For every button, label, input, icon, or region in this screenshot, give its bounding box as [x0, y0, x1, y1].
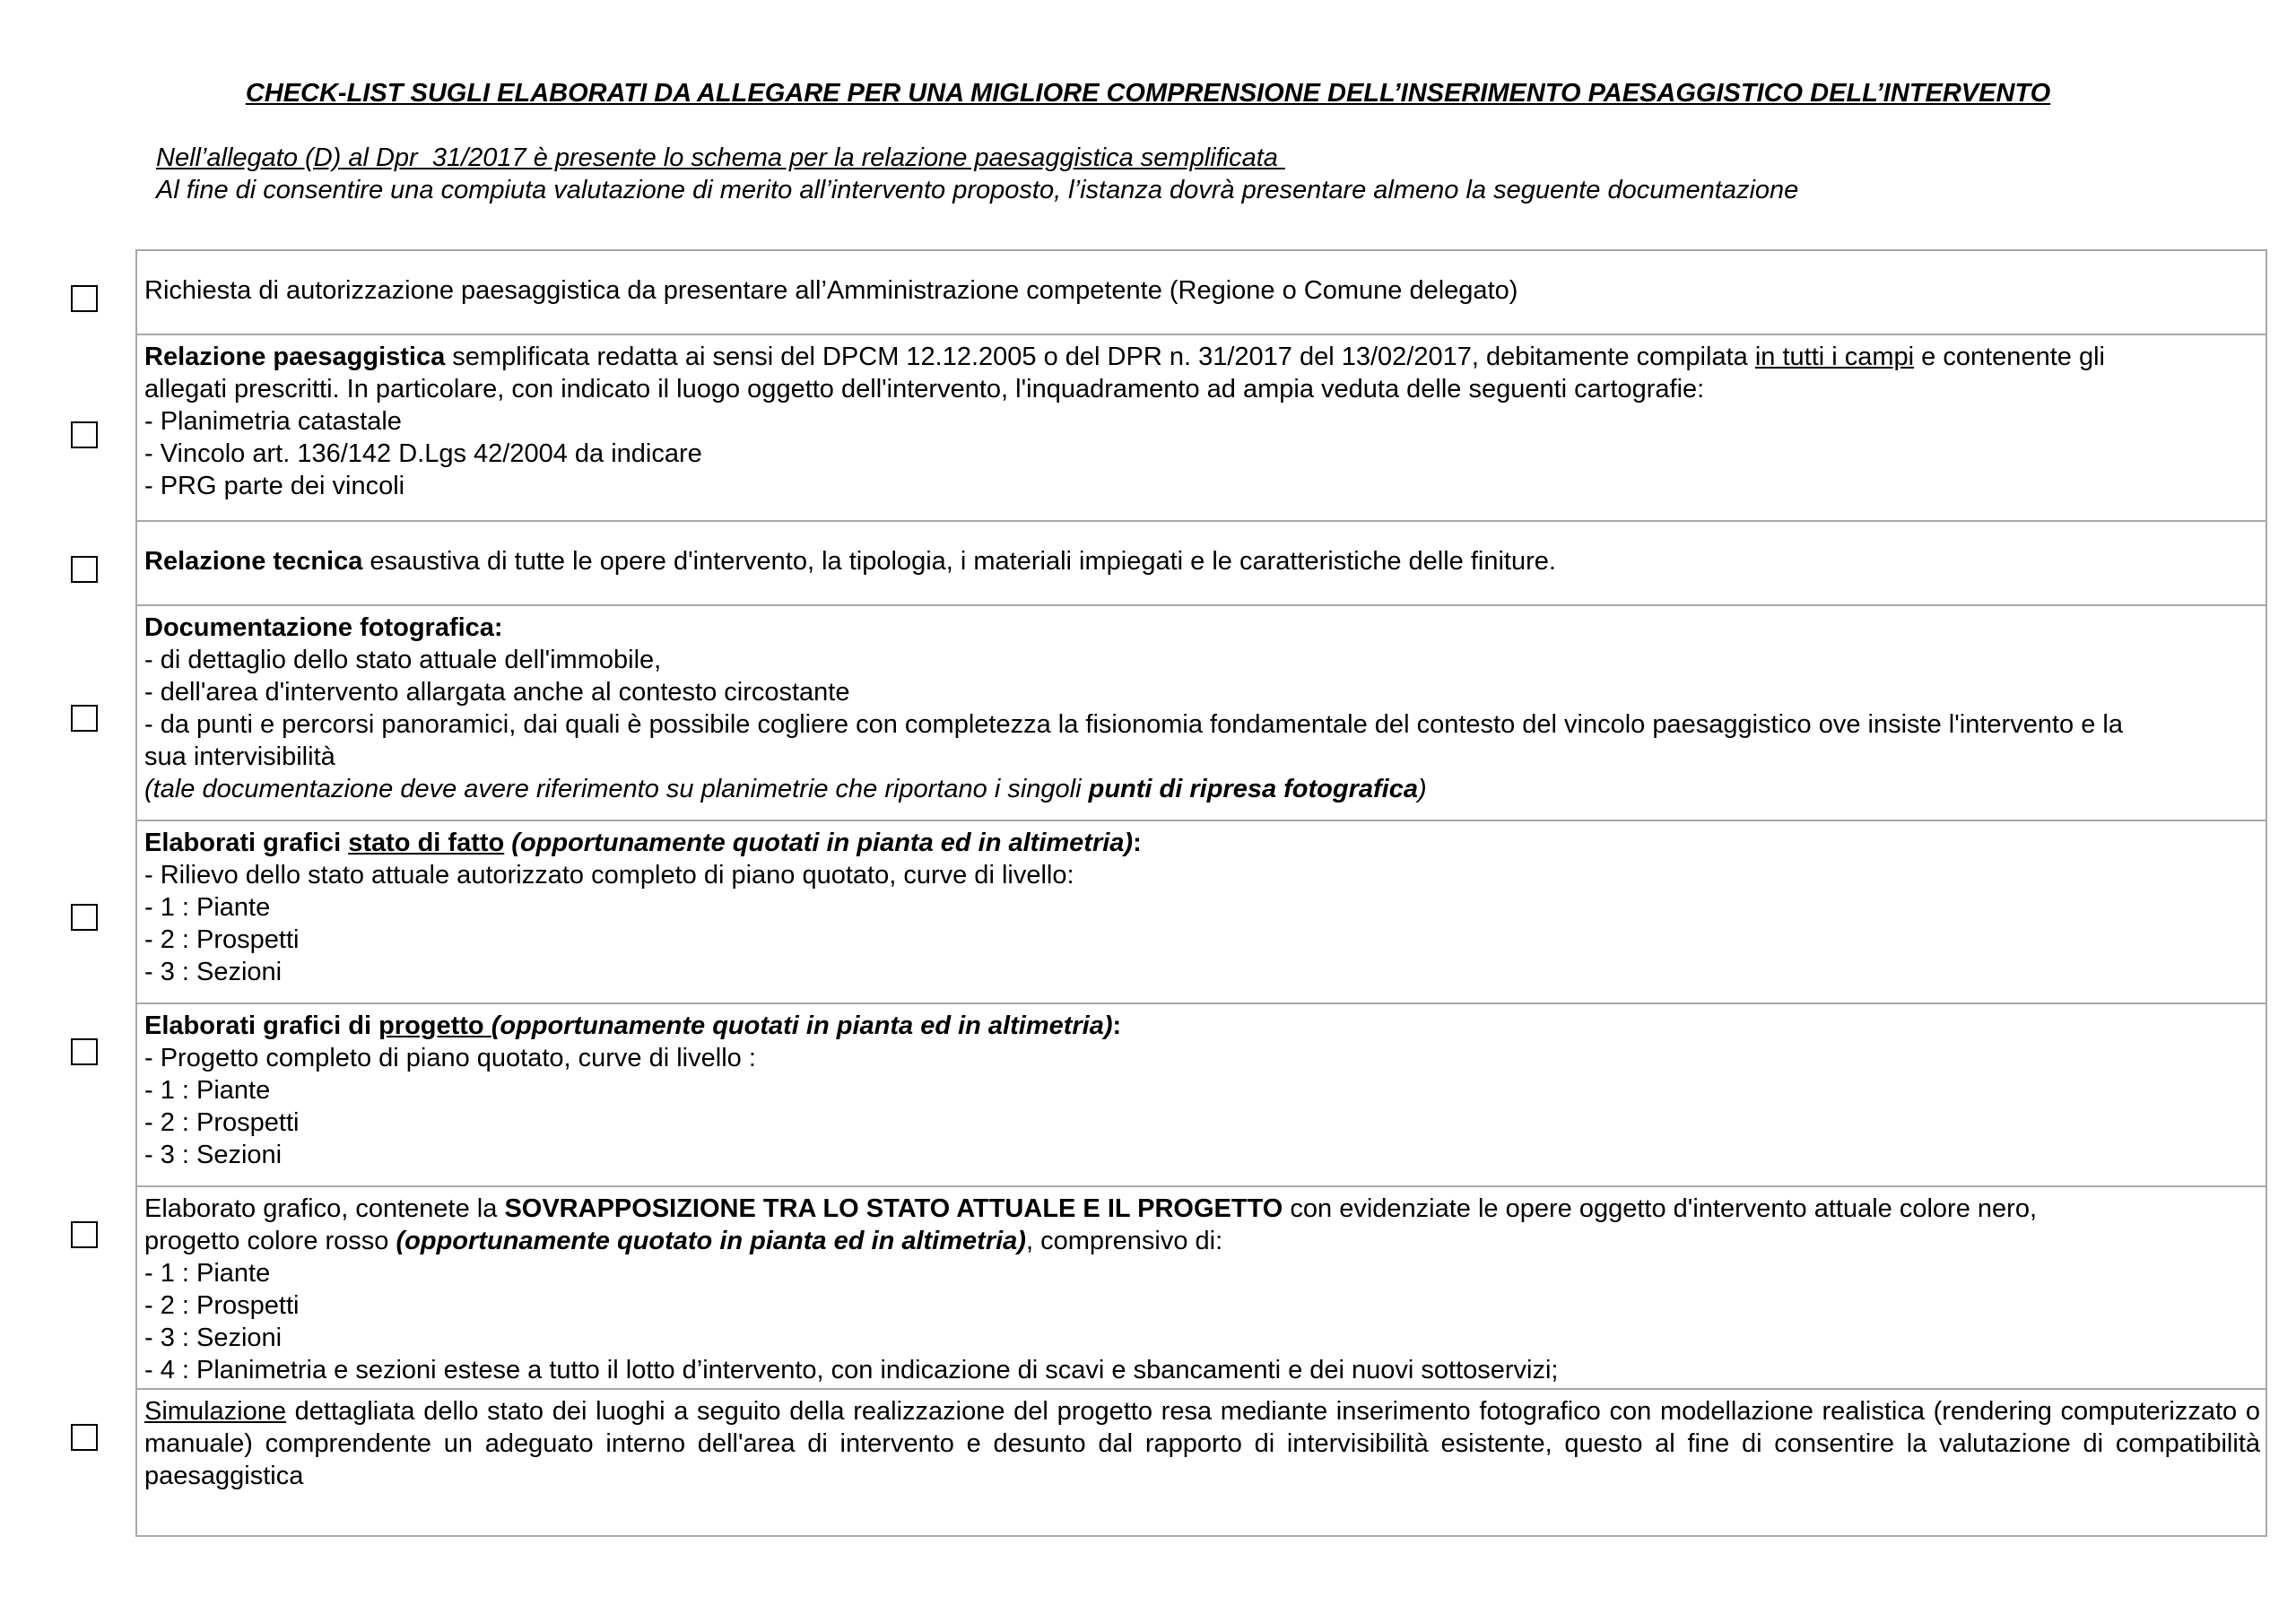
checkbox[interactable] [71, 1424, 98, 1451]
list-item: - 2 : Prospetti [144, 1108, 300, 1137]
row-text [144, 612, 2260, 805]
list-item: - 3 : Sezioni [144, 1324, 283, 1352]
item-line [144, 545, 2260, 577]
item-line [144, 341, 2260, 373]
item-text: semplificata redatta ai sensi del DPCM 12.12.2005 o del DPR n. 31/2017 del 13/02/2017, debitamente compilata [445, 343, 1755, 371]
item-italic: (opportunamente quotato in pianta ed in altimetria) [396, 1227, 1026, 1255]
item-line [144, 827, 2260, 859]
item-text: e contenente gli [1914, 343, 2105, 371]
list-item: - dell'area d'intervento allargata anche al contesto circostante [144, 678, 850, 707]
row-divider [135, 1002, 2267, 1004]
checkbox[interactable] [71, 556, 98, 583]
item-underlined: stato di fatto [348, 829, 505, 857]
row-divider [135, 1388, 2267, 1390]
note-text: (tale documentazione deve avere riferimento su planimetrie che riportano i singoli [144, 775, 1089, 803]
list-item: - 1 : Piante [144, 893, 271, 922]
item-heading: : [1133, 829, 1142, 857]
note-text: ) [1417, 775, 1427, 803]
checkbox[interactable] [71, 285, 98, 312]
list-item: - 1 : Piante [144, 1259, 271, 1288]
item-heading: Elaborati grafici [144, 829, 349, 857]
row-text [144, 341, 2260, 502]
item-paragraph [144, 1395, 2260, 1492]
item-line [144, 612, 2260, 644]
list-item: - da punti e percorsi panoramici, dai quali è possibile cogliere con completezza la fisionomia fondamentale del contesto del vincolo paesaggistico ove insiste l'intervento e la [144, 710, 2123, 739]
note-bold: punti di ripresa fotografica [1088, 775, 1418, 803]
list-item: sua intervisibilità [144, 742, 335, 771]
list-item: - PRG parte dei vincoli [144, 472, 405, 500]
row-divider [135, 1185, 2267, 1187]
intro-line-2: Al fine di consentire una compiuta valutazione di merito all’intervento proposto, l’istanza dovrà presentare almeno la seguente documentazione [156, 176, 1799, 204]
list-item: - Vincolo art. 136/142 D.Lgs 42/2004 da indicare [144, 439, 702, 468]
item-line [144, 1193, 2260, 1225]
list-item: - di dettaglio dello stato attuale dell'immobile, [144, 646, 662, 674]
checkbox[interactable] [71, 421, 98, 448]
list-item: - 3 : Sezioni [144, 1141, 283, 1169]
list-item: - 2 : Prospetti [144, 1291, 300, 1320]
list-item: - 1 : Piante [144, 1076, 271, 1105]
item-italic: (opportunamente quotati in pianta ed in altimetria) [504, 829, 1134, 857]
row-divider [135, 520, 2267, 522]
row-text [144, 1193, 2260, 1386]
row-divider [135, 820, 2267, 821]
item-text: Elaborato grafico, contenete la [144, 1194, 505, 1223]
item-heading: Relazione paesaggistica [144, 343, 446, 371]
checkbox[interactable] [71, 1221, 98, 1248]
item-note [144, 773, 2260, 805]
row-text [144, 827, 2260, 988]
row-text [144, 1395, 2260, 1492]
item-underlined: progetto [378, 1011, 491, 1040]
row-text [144, 274, 2260, 307]
row-text [144, 545, 2260, 577]
item-underlined: Simulazione [144, 1397, 286, 1426]
item-italic: (opportunamente quotati in pianta ed in altimetria) [491, 1011, 1113, 1040]
item-line: allegati prescritti. In particolare, con indicato il luogo oggetto dell'intervento, l'inquadramento ad ampia veduta delle seguenti cartografie: [144, 375, 1705, 404]
list-item: - Planimetria catastale [144, 407, 402, 436]
item-text: Richiesta di autorizzazione paesaggistica da presentare all’Amministrazione competente (Regione o Comune delegato) [144, 276, 1518, 305]
item-bold: SOVRAPPOSIZIONE TRA LO STATO ATTUALE E IL PROGETTO [504, 1194, 1283, 1223]
item-text: , comprensivo di: [1025, 1227, 1223, 1255]
list-item: - 2 : Prospetti [144, 925, 300, 954]
item-text: progetto colore rosso [144, 1227, 396, 1255]
list-item: - Progetto completo di piano quotato, curve di livello : [144, 1044, 756, 1072]
item-text: con evidenziate le opere oggetto d'intervento attuale colore nero, [1283, 1194, 2038, 1223]
row-text [144, 1010, 2260, 1171]
item-underlined: in tutti i campi [1754, 343, 1915, 371]
checkbox[interactable] [71, 1038, 98, 1065]
item-text: dettagliata dello stato dei luoghi a seguito della realizzazione del progetto resa mediante inserimento fotografico con modellazione realistica (rendering computerizzato o manuale) comprendente un adeguato interno dell'area di intervento e desunto dal rapporto di intervisibilità esistente, questo al fine di consentire la valutazione di compatibilità paesaggistica [144, 1397, 2260, 1490]
document-title: CHECK-LIST SUGLI ELABORATI DA ALLEGARE PER UNA MIGLIORE COMPRENSIONE DELL’INSERIMENTO PAESAGGISTICO DELL’INTERVENTO [245, 79, 2051, 108]
list-item: - 3 : Sezioni [144, 958, 283, 986]
row-divider [135, 334, 2267, 335]
item-line [144, 1010, 2260, 1042]
item-heading: Elaborati grafici di [144, 1011, 379, 1040]
checkbox[interactable] [71, 904, 98, 931]
row-divider [135, 604, 2267, 606]
checkbox[interactable] [71, 705, 98, 732]
item-heading: Relazione tecnica [144, 547, 363, 576]
item-heading: Documentazione fotografica: [144, 613, 503, 642]
intro-line-1: Nell’allegato (D) al Dpr 31/2017 è presente lo schema per la relazione paesaggistica semplificata [156, 143, 1285, 172]
item-heading: : [1112, 1011, 1122, 1040]
list-item: - 4 : Planimetria e sezioni estese a tutto il lotto d’intervento, con indicazione di scavi e sbancamenti e dei nuovi sottoservizi; [144, 1356, 1559, 1384]
item-text: esaustiva di tutte le opere d'intervento, la tipologia, i materiali impiegati e le caratteristiche delle finiture. [362, 547, 1556, 576]
item-line [144, 1225, 2260, 1257]
list-item: - Rilievo dello stato attuale autorizzato completo di piano quotato, curve di livello: [144, 861, 1074, 890]
